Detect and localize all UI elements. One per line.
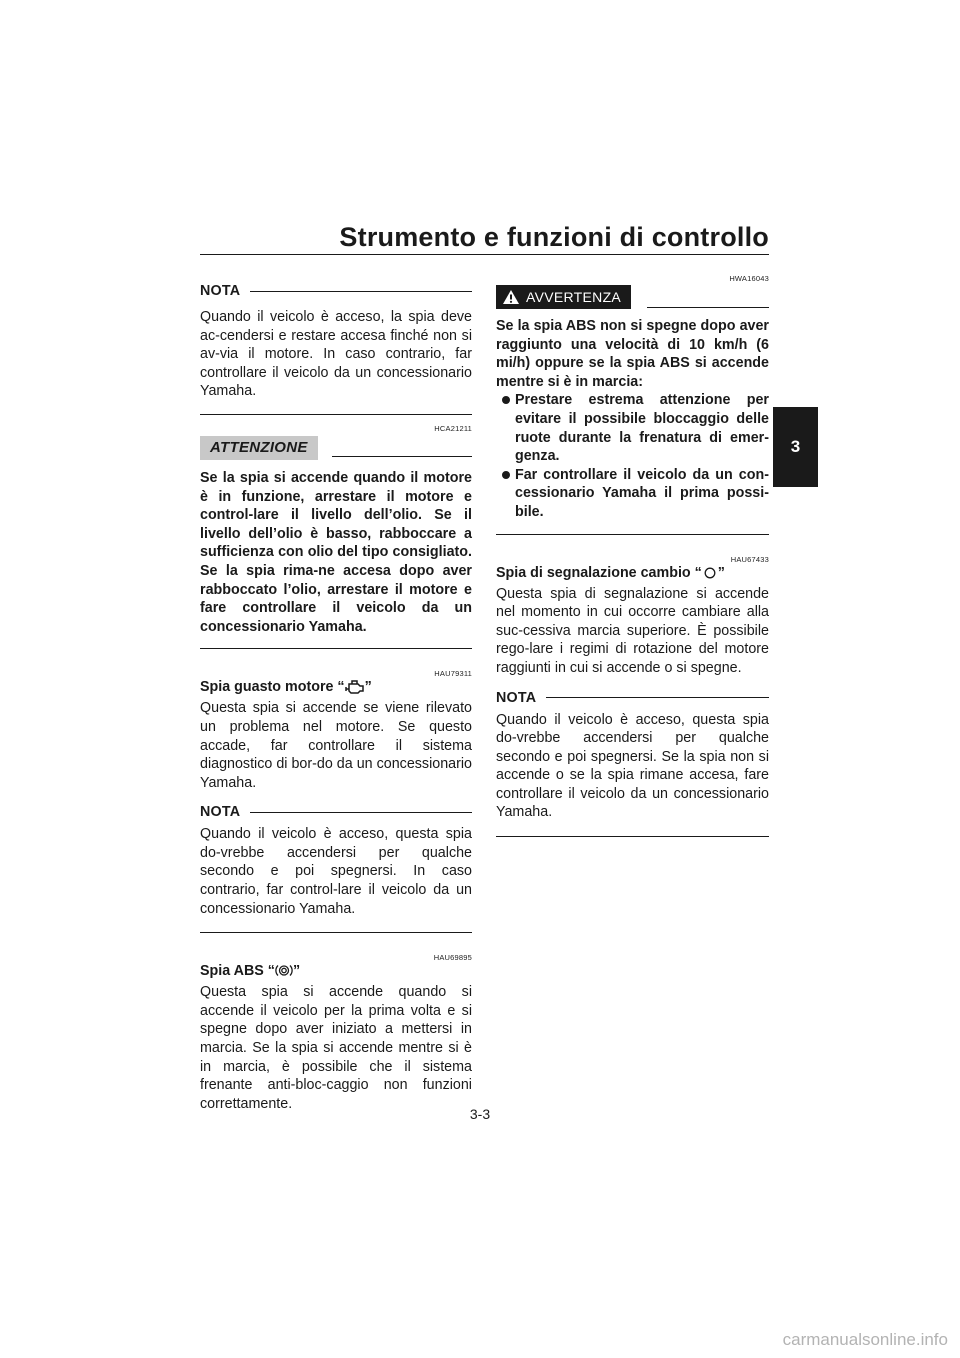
abs-icon [275,963,293,983]
watermark: carmanualsonline.info [782,1330,948,1349]
avvertenza-end-rule [496,534,769,535]
section-heading: Spia di segnalazione cambio “ ” [496,564,769,585]
left-column [200,282,472,1113]
nota-block-3 [496,689,769,838]
bullet-item: Far controllare il veicolo da un con-cessionario Yamaha il prima possi-bile. [496,466,769,522]
nota-rule [250,291,472,292]
chapter-tab: 3 [773,407,818,487]
nota-label: NOTA [200,804,241,821]
shift-light-icon [702,566,718,585]
reference-code: HWA16043 [729,274,769,283]
title-rule [200,254,769,255]
avvertenza-bullets [496,391,769,521]
warning-triangle-icon [502,289,520,305]
attenzione-header [200,436,472,460]
attenzione-end-rule [200,648,472,649]
abs-section [200,953,472,1113]
nota-end-rule [496,836,769,837]
nota-block-2 [200,803,472,933]
nota-rule [250,812,472,813]
avvertenza-label: AVVERTENZA [526,289,622,305]
engine-icon [345,679,365,699]
nota-end-rule [200,932,472,933]
nota-text: Quando il veicolo è acceso, la spia deve ac-cendersi e restare accesa finché non si av-via il motore. In caso contrario, far controllare il veicolo da un concessionario Yamaha. [200,309,472,400]
section-text: Questa spia di segnalazione si accende nel momento in cui occorre cambiare alla suc-cessiva marcia superiore. È possibile rego-lare i regimi di rotazione del motore raggiunti in cui si accende o si spegne. [496,585,769,676]
nota-rule [546,697,769,698]
nota-header [200,282,472,300]
avvertenza-badge [496,285,631,309]
nota-header [200,803,472,821]
bullet-dot [502,396,510,404]
nota-header [496,689,769,707]
avvertenza-block [496,274,769,535]
bullet-item: Prestare estrema attenzione per evitare il possibile bloccaggio delle ruote durante la frenatura di emer-genza. [496,391,769,465]
reference-code: HAU69895 [433,953,472,963]
engine-section [200,669,472,792]
nota-text: Quando il veicolo è acceso, questa spia do-vrebbe accendersi per qualche secondo e poi spegnersi. Se la spia non si accende o se la spia rimane accesa, fare controllare il veicolo da un concessionario Yamaha. [496,711,769,821]
page-number: 3-3 [469,1106,491,1122]
nota-block-1 [200,282,472,415]
avvertenza-rule [647,307,769,308]
nota-text: Quando il veicolo è acceso, questa spia do-vrebbe accendersi per qualche secondo e poi spegnersi. In caso contrario, far control-lare il veicolo da un concessionario Yamaha. [200,826,472,917]
reference-code: HAU67433 [730,554,769,564]
reference-code: HAU79311 [434,669,472,679]
nota-label: NOTA [496,689,537,706]
shift-section [496,555,769,678]
reference-code: HCA21211 [434,423,472,433]
section-text: Questa spia si accende se viene rilevato un problema nel motore. Se questo accade, far controllare il sistema diagnostico di bor-do da un concessionario Yamaha. [200,700,472,791]
attenzione-rule [332,456,472,457]
section-heading: Spia ABS “ ” [200,962,472,983]
section-text: Questa spia si accende quando si accende il veicolo per la prima volta e si spegne dopo aver iniziato a mettersi in marcia. Se la spia si accende mentre si è in marcia, è possibile che il sistema frenante anti-bloc-caggio non funzioni correttamente. [200,984,472,1112]
bullet-dot [502,471,510,479]
avvertenza-header [496,285,769,309]
attenzione-block [200,424,472,649]
avvertenza-intro: Se la spia ABS non si spegne dopo aver raggiunto una velocità di 10 km/h (6 mi/h) oppure se la spia ABS si accende mentre si è in marcia: [496,318,769,390]
right-column [496,274,769,837]
nota-label: NOTA [200,283,241,299]
page-title: Strumento e funzioni di controllo [339,222,769,252]
attenzione-text: Se la spia si accende quando il motore è in funzione, arrestare il motore e control-lare il livello dell’olio. Se il livello dell’olio è basso, rabboccare a sufficienza con olio del tipo consigliato. Se la spia rima-ne accesa dopo aver rabboccato l’olio, arrestare il motore e fare controllare il veicolo da un concessionario Yamaha. [200,469,472,635]
nota-end-rule [200,414,472,415]
attenzione-label: ATTENZIONE [200,436,318,460]
section-heading: Spia guasto motore “ ” [200,678,472,699]
